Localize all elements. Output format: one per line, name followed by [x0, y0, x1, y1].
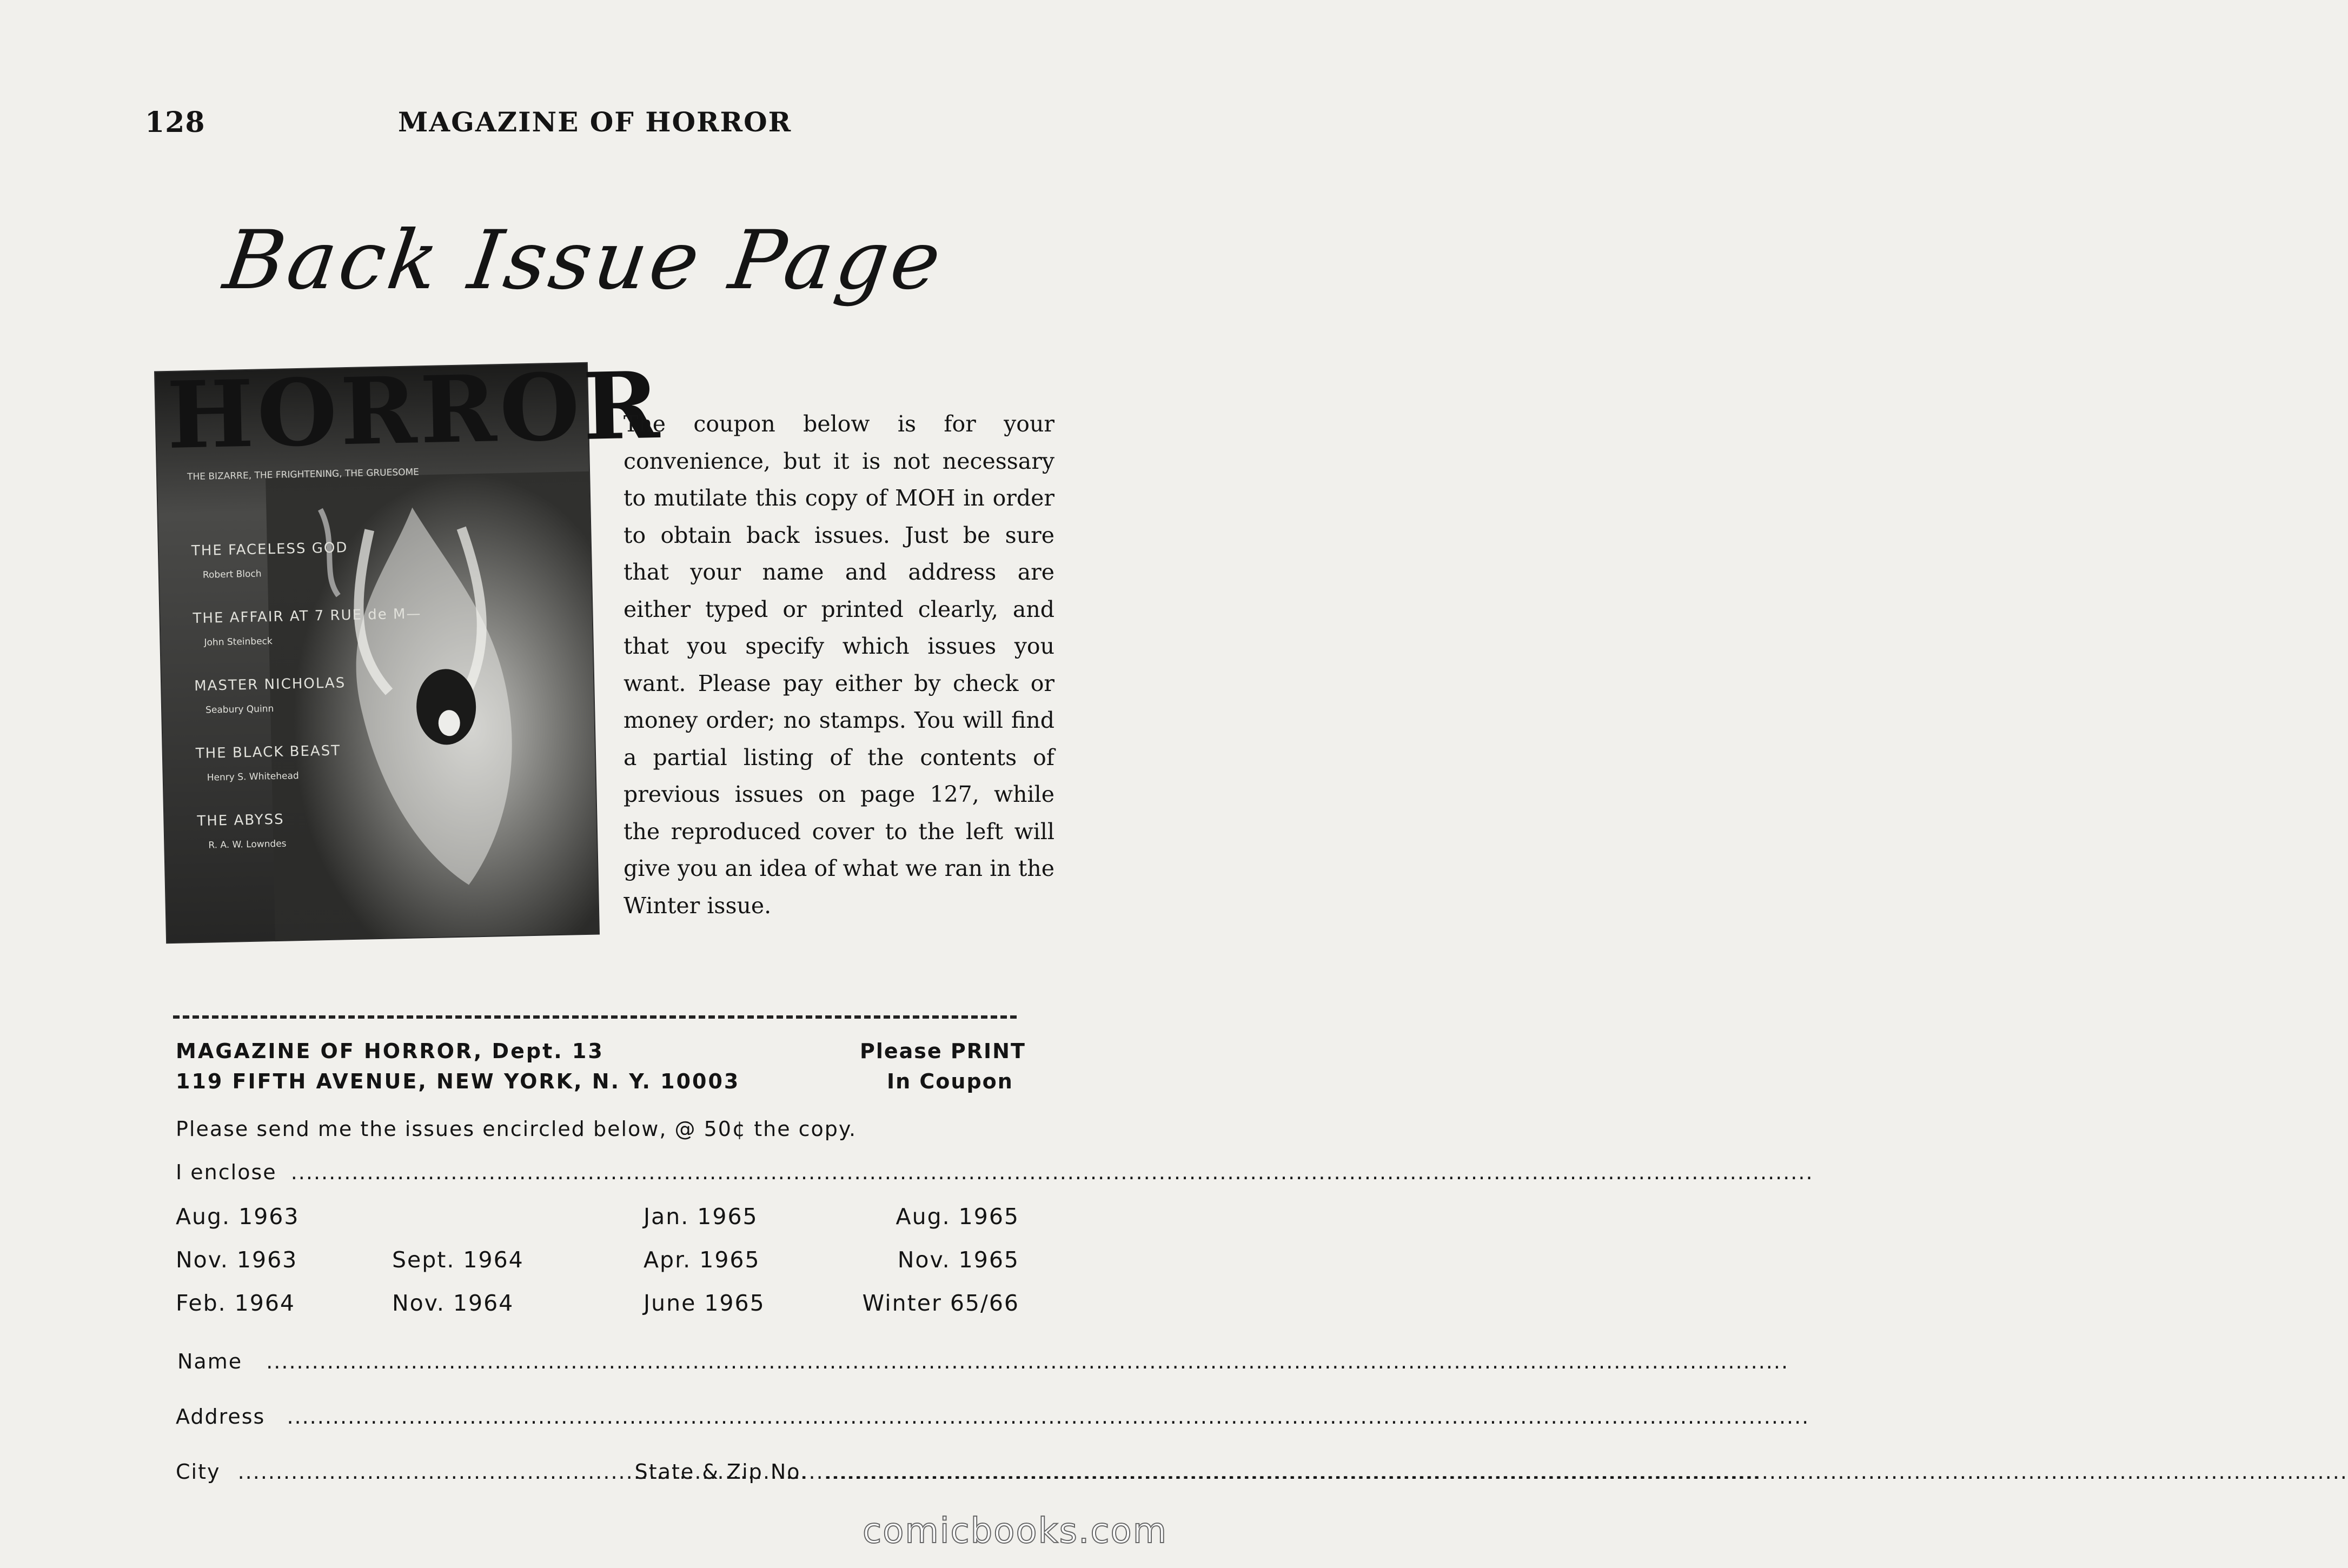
- address-field[interactable]: [287, 1405, 1017, 1429]
- enclose-label: I enclose: [176, 1160, 277, 1184]
- print-note-line2: In Coupon: [887, 1069, 1013, 1093]
- cover-image: [155, 351, 664, 942]
- cover-story-author: John Steinbeck: [204, 636, 273, 648]
- issue-col1-1[interactable]: Nov. 1963: [176, 1247, 298, 1273]
- cover-masthead: [166, 351, 664, 470]
- issue-col3-0[interactable]: Jan. 1965: [644, 1204, 758, 1230]
- issue-col3-1[interactable]: Apr. 1965: [644, 1247, 760, 1273]
- issue-col2-1[interactable]: Nov. 1964: [392, 1290, 514, 1316]
- state-zip-label: State & Zip No.: [634, 1460, 808, 1484]
- name-row: [177, 1350, 1012, 1373]
- name-field[interactable]: [266, 1350, 1012, 1373]
- issue-col4-2[interactable]: Winter 65/66: [862, 1290, 1019, 1316]
- city-field[interactable]: [238, 1460, 616, 1484]
- coupon-cut-line: [173, 1015, 1017, 1019]
- cover-story-title: MASTER NICHOLAS: [194, 675, 346, 695]
- coupon-address-line1: MAGAZINE OF HORROR, Dept. 13: [176, 1039, 604, 1063]
- issue-col4-0[interactable]: Aug. 1965: [896, 1204, 1019, 1230]
- state-zip-field[interactable]: [825, 1460, 1004, 1484]
- name-label: Name: [177, 1350, 243, 1373]
- print-note-line1: Please PRINT: [860, 1039, 1026, 1063]
- issue-col4-1[interactable]: Nov. 1965: [897, 1247, 1019, 1273]
- cover-story-title: THE AFFAIR AT 7 RUE de M—: [193, 606, 422, 627]
- coupon-address-line2: 119 FIFTH AVENUE, NEW YORK, N. Y. 10003: [176, 1069, 740, 1093]
- page-title: Back Issue Page: [218, 214, 950, 308]
- cover-story-author: Robert Bloch: [202, 568, 262, 581]
- cover-story-author: Henry S. Whitehead: [207, 770, 299, 783]
- page-number: 128: [145, 106, 205, 139]
- issue-col1-0[interactable]: Aug. 1963: [176, 1204, 300, 1230]
- coupon-instruction: Please send me the issues encircled below, @ 50¢ the copy.: [176, 1117, 857, 1141]
- address-label: Address: [176, 1405, 266, 1429]
- cover-story-title: THE BLACK BEAST: [195, 742, 341, 762]
- watermark: comicbooks.com: [863, 1511, 1168, 1551]
- issue-col1-2[interactable]: Feb. 1964: [176, 1290, 295, 1316]
- issue-col3-2[interactable]: June 1965: [644, 1290, 765, 1316]
- running-head: MAGAZINE OF HORROR: [398, 106, 792, 138]
- issue-col2-0[interactable]: Sept. 1964: [392, 1247, 524, 1273]
- cover-masthead-text: HORROR: [165, 351, 664, 470]
- city-row: [176, 1460, 1004, 1484]
- cover-story-title: THE FACELESS GOD: [191, 540, 348, 560]
- enclose-amount-field[interactable]: [291, 1160, 572, 1184]
- intro-paragraph: The coupon below is for your convenience, but it is not necessary to mutilate this copy of MOH in order to obtain back issues. Just be sure that your name and address are either typed or printed clearly, and that you specify which issues you want. Please pay either by check or money order; no stamps. You will find a partial listing of the contents of previous issues on page 127, while the reproduced cover to the left will give you an idea of what we ran in the Winter issue.: [624, 411, 1054, 919]
- city-label: City: [176, 1460, 221, 1484]
- cover-story-author: R. A. W. Lowndes: [208, 838, 287, 851]
- enclose-row: [176, 1160, 572, 1184]
- address-row: [176, 1405, 1017, 1429]
- cover-story-title: THE ABYSS: [197, 811, 284, 830]
- cover-story-author: Seabury Quinn: [205, 703, 274, 716]
- cover-tagline: THE BIZARRE, THE FRIGHTENING, THE GRUESOME: [187, 467, 420, 483]
